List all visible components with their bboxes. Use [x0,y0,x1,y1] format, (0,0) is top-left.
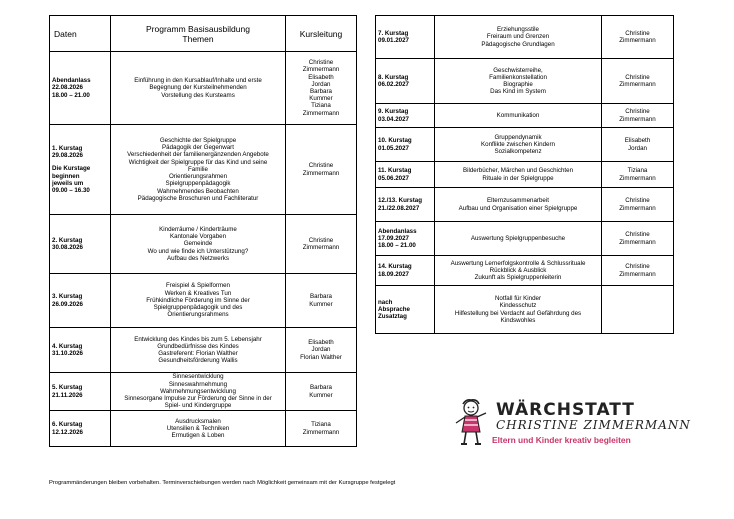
lead-line: Kummer [309,391,333,399]
lead-line: Barbara [309,293,332,301]
lead-line: Zimmermann [302,66,340,74]
date-line: 1. Kurstag [52,144,83,152]
topic-line: Spielgruppenpädagogik und des [153,304,243,312]
date-cell [376,162,435,188]
topic-line: Auswertung Spielgruppenbesuche [470,234,566,242]
date-line: 21.11.2026 [52,391,83,399]
schedule-row [376,128,674,162]
lead-line: Jordan [311,80,331,88]
date-cell [376,222,435,256]
lead-line: Zimmermann [302,109,340,117]
date-cell [50,274,111,328]
schedule-row [376,256,674,286]
lead-line: Christine [625,108,650,116]
lead-cell [602,162,674,188]
lead-line: Zimmermann [302,244,340,251]
lead-cell [602,222,674,256]
date-line: 4. Kurstag [52,342,83,350]
topics-cell [435,286,602,334]
topic-line: Orientierungsrahmens [167,311,229,319]
topic-line: Wahrnehmungsentwicklung [160,387,236,395]
logo-subtitle: CHRISTINE ZIMMERMANN [496,418,691,432]
topic-line: Zukunft als Spielgruppenleiterin [474,274,562,282]
topics-cell [111,125,286,215]
schedule-row [50,328,357,373]
topic-line: Kindswohles [500,316,536,324]
topic-line: Sinneswahrnehmung [168,380,228,388]
header-title-line1: Programm Basisausbildung [146,23,250,34]
topics-cell [111,274,286,328]
header-title [111,16,286,52]
lead-line: Zimmermann [619,115,656,123]
topic-line: Spielgruppenpädagogik [165,180,231,188]
topic-line: Gesundheitsförderung Wallis [158,357,238,365]
topic-line: Konflikte zwischen Kindern [481,140,555,148]
date-line: 14. Kurstag [378,263,412,271]
lead-cell [602,104,674,128]
date-line: 12.12.2026 [52,428,83,436]
date-cell [376,286,435,334]
lead-cell [286,125,357,215]
date-line: 21./22.08.2027 [378,204,420,212]
topics-cell [111,373,286,411]
date-line: jeweils um [52,179,84,187]
left-table-body [50,52,357,447]
topic-line: Geschwisterreihe, [493,66,543,74]
date-line: 2. Kurstag [52,236,83,244]
date-cell [376,104,435,128]
schedule-row [50,411,357,447]
topic-line: Grundbedürfnisse des Kindes [157,342,239,350]
lead-line: Jordan [311,346,331,354]
topic-line: Elternzusammenarbeit [487,197,549,205]
topic-line: Verschiedenheit der familienergänzenden Angebote [127,151,269,159]
lead-line: Zimmermann [302,169,340,177]
date-line: 30.08.2026 [52,244,83,251]
topic-line: Begegnung der Kursteilnehmenden [149,84,247,92]
date-line: 11. Kurstag [378,167,412,175]
lead-cell [286,274,357,328]
lead-line: Elisabeth [308,73,334,81]
schedule-row [50,274,357,328]
footer-note: Programmänderungen bleiben vorbehalten. Terminverschiebungen werden nach Möglichkeit gemeinsam mit der Kursgruppe festgelegt [49,480,396,486]
date-cell [50,125,111,215]
date-line: Absprache [378,305,410,313]
date-line: 26.09.2026 [52,300,83,308]
lead-cell [286,411,357,447]
date-cell [50,411,111,447]
date-cell [376,128,435,162]
logo-tagline: Eltern und Kinder kreativ begleiten [492,435,631,445]
topic-line: Spiel- und Kindergruppe [164,402,232,410]
date-line: beginnen [52,172,80,180]
topic-line: Notfall für Kinder [494,295,542,303]
date-line: 03.04.2027 [378,115,409,123]
logo-name: WÄRCHSTATT [496,400,635,420]
date-cell [376,16,435,59]
topic-line: Familienkonstellation [489,73,547,81]
topics-cell [435,59,602,104]
right-table-body [376,16,674,334]
lead-cell [286,328,357,373]
topic-line: Wahrnehmendes Beobachten [157,187,239,195]
logo [452,398,691,448]
lead-line: Zimmermann [619,238,656,246]
topic-line: Hilfestellung bei Verdacht auf Gefährdung des [454,309,582,317]
topic-line: Utensilien & Techniken [166,424,230,432]
header-date: Daten [50,16,111,52]
topic-line: Sinnesentwicklung [172,373,224,381]
lead-line: Zimmermann [619,174,656,182]
date-line: 06.02.2027 [378,81,409,88]
date-cell [50,373,111,411]
date-line: Die Kurstage [52,165,91,173]
schedule-row [376,222,674,256]
lead-line: Christine [308,236,334,244]
schedule-row [376,188,674,222]
date-line: 09.00 – 16.30 [52,186,90,194]
topics-cell [435,256,602,286]
topic-line: Gastreferent: Florian Walther [158,350,238,357]
lead-line: Christine [308,162,334,170]
schedule-row [376,286,674,334]
date-line: 18.00 – 21.00 [378,242,416,250]
lead-cell [286,52,357,125]
schedule-row [50,215,357,274]
schedule-row [50,52,357,125]
lead-line: Zimmermann [619,204,656,212]
date-line: 9. Kurstag [378,108,409,116]
lead-line: Florian Walther [300,353,342,361]
topics-cell [111,411,286,447]
schedule-row [50,125,357,215]
topic-line: Sozialkompetenz [494,148,542,156]
date-cell [376,188,435,222]
topic-line: Einführung in den Kursablauf/Inhalte und erste [134,77,262,85]
header-title-line2: Themen [182,33,214,44]
topics-cell [111,328,286,373]
lead-line: Tiziana [311,102,331,110]
lead-cell [602,128,674,162]
lead-line: Elisabeth [624,137,651,145]
topic-line: Pädagogische Grundlagen [481,40,555,48]
date-line: 05.06.2027 [378,174,409,182]
topic-line: Wichtigkeit der Spielgruppe für das Kind und seine [128,158,268,166]
date-cell [50,52,111,125]
lead-line: Christine [308,59,334,67]
topic-line: Freispiel & Spielformen [166,282,230,290]
date-line: 18.00 – 21.00 [52,91,90,99]
lead-line: Christine [625,231,650,239]
topic-line: Frühkindliche Förderung im Sinne der [146,296,250,304]
date-line: Abendanlass [52,77,91,85]
topics-cell [435,16,602,59]
topic-line: Aufbau des Netzwerks [167,254,229,262]
date-line: Abendanlass [378,227,417,235]
topic-line: Kindesschutz [499,302,537,310]
date-line: 6. Kurstag [52,421,83,429]
program-table-right [375,15,674,334]
schedule-row [376,16,674,59]
schedule-row [50,373,357,411]
topic-line: Familie [188,165,208,173]
topic-line: Rituale in der Spielgruppe [482,174,554,182]
topic-line: Gemeinde [183,240,213,248]
date-line: 31.10.2026 [52,350,83,357]
topic-line: Orientierungsrahmen [168,173,228,181]
lead-line: Elisabeth [308,339,334,347]
lead-cell [602,286,674,334]
date-line: nach [378,298,393,306]
lead-cell [602,16,674,59]
header-lead: Kursleitung [286,16,357,52]
date-line: Zusatztag [378,313,407,321]
date-cell [50,215,111,274]
topic-line: Ermutigen & Loben [171,432,225,440]
date-cell [376,59,435,104]
topic-line: Entwicklung des Kindes bis zum 5. Lebensjahr [134,335,262,343]
lead-line: Jordan [628,144,647,152]
lead-cell [286,215,357,274]
topic-line: Freiraum und Grenzen [486,33,550,41]
topic-line: Gruppendynamik [494,133,542,141]
topic-line: Pädagogik der Gegenwart [162,144,234,152]
date-line: 8. Kurstag [378,73,409,81]
lead-line: Zimmermann [619,81,656,88]
lead-line: Zimmermann [619,37,656,44]
topic-line: Biographie [503,81,533,88]
date-line: 22.08.2026 [52,84,83,92]
lead-cell [602,188,674,222]
topics-cell [111,52,286,125]
topic-line: Wo und wie finde ich Unterstützung? [147,247,249,255]
schedule-row [376,104,674,128]
topic-line: Sinnesorgane Impulse zur Förderung der Sinne in der [124,395,272,403]
topic-line: Geschichte der Spielgruppe [159,137,237,145]
lead-line: Barbara [309,384,332,392]
lead-cell [602,59,674,104]
date-cell [50,328,111,373]
topic-line: Aufbau und Organisation einer Spielgruppe [458,204,578,212]
schedule-row [376,162,674,188]
lead-line: Tiziana [627,167,648,175]
lead-line: Tiziana [311,421,331,429]
lead-line: Christine [625,29,650,37]
topic-line: Erziehungsstile [497,26,539,34]
lead-line: Kummer [309,95,333,103]
topic-line: Ausdrucksmalen [175,417,221,425]
topic-line: Vorstellung des Kursteams [161,91,235,99]
topics-cell [435,128,602,162]
date-line: 18.09.2027 [378,270,409,278]
topic-line: Das Kind im System [490,88,546,96]
date-line: 12./13. Kurstag [378,197,423,205]
date-line: 10. Kurstag [378,137,412,145]
schedule-row [376,59,674,104]
lead-line: Barbara [309,88,332,95]
lead-line: Christine [625,73,650,81]
lead-line: Zimmermann [619,270,656,278]
topic-line: Pädagogische Broschuren und Fachliteratur [137,194,259,202]
lead-line: Zimmermann [302,428,340,436]
topics-cell [435,104,602,128]
topic-line: Kommunikation [496,111,540,119]
table-header [50,16,357,52]
topic-line: Auswertung Lernerfolgskontrolle & Schlussrituale [450,259,586,267]
date-line: 01.05.2027 [378,144,409,152]
topic-line: Bilderbücher, Märchen und Geschichten [462,167,574,175]
topic-line: Werken & Kreatives Tun [164,289,232,297]
lead-line: Kummer [309,300,333,308]
date-line: 7. Kurstag [378,29,409,37]
topics-cell [435,222,602,256]
date-line: 3. Kurstag [52,293,83,301]
date-line: 17.09.2027 [378,234,409,242]
topic-line: Rückblick & Ausblick [489,266,547,274]
logo-figure-icon [452,398,492,448]
date-cell [376,256,435,286]
lead-cell [286,373,357,411]
date-line: 09.01.2027 [378,37,409,44]
topic-line: Kinderräume / Kinderträume [159,225,237,233]
lead-cell [602,256,674,286]
topics-cell [435,188,602,222]
topics-cell [111,215,286,274]
date-line: 29.08.2026 [52,152,83,160]
topics-cell [435,162,602,188]
lead-line: Christine [625,197,650,205]
date-line: 5. Kurstag [52,384,83,392]
program-table-left [49,15,357,447]
topic-line: Kantonale Vorgaben [169,233,227,241]
lead-line: Christine [625,263,650,271]
